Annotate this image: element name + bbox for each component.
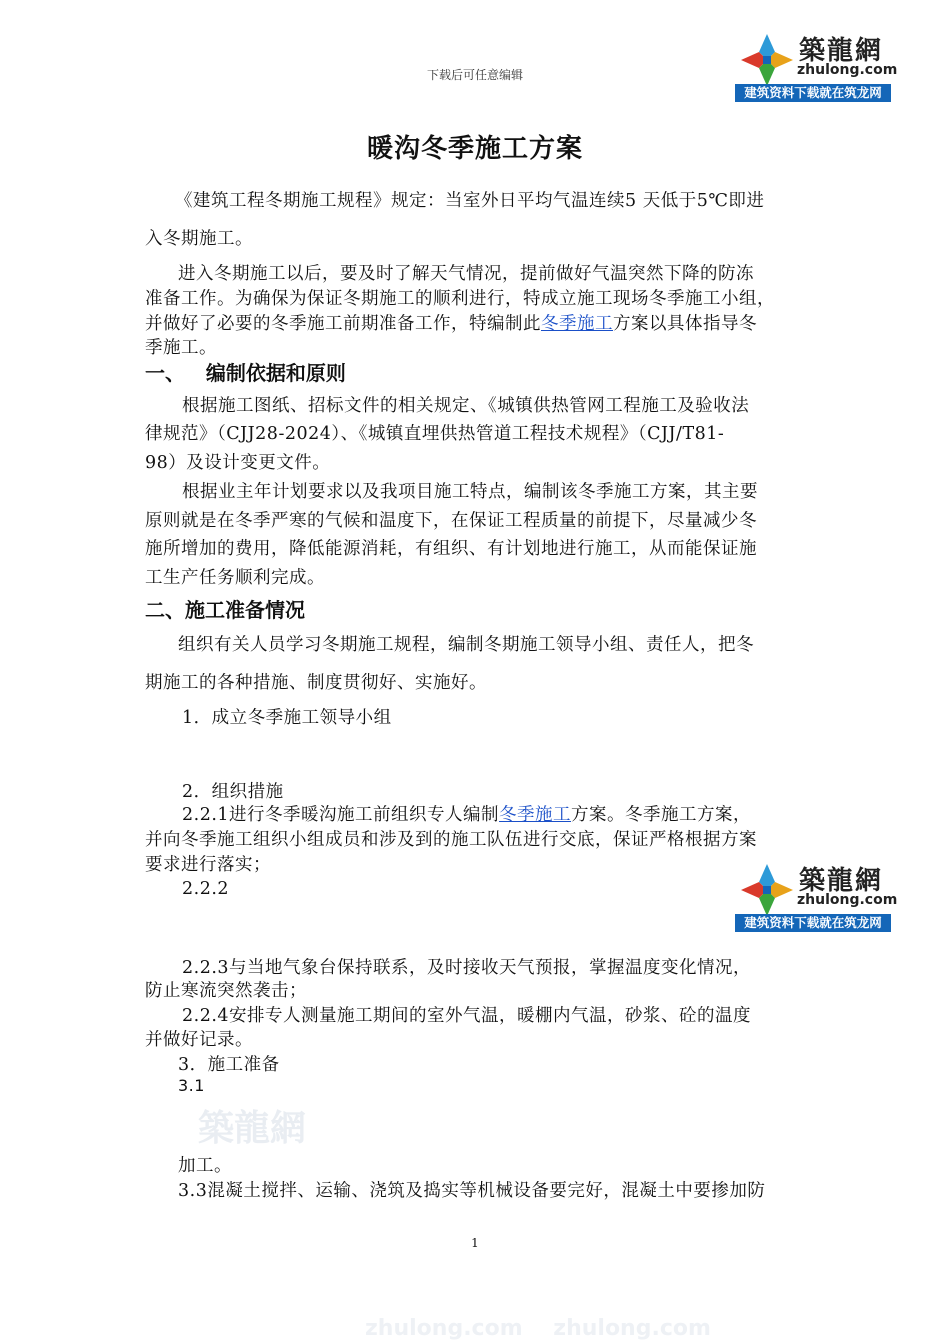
header-note: 下载后可任意编辑: [426, 68, 523, 82]
paragraph-line: 3.1: [178, 1076, 205, 1095]
paragraph-line: 2.2.4安排专人测量施工期间的室外气温，暖棚内气温，砂浆、砼的温度: [182, 1006, 752, 1026]
paragraph-line: 要求进行落实；: [145, 855, 271, 875]
paragraph-line: 2.2.3与当地气象台保持联系，及时接收天气预报，掌握温度变化情况，: [182, 958, 752, 978]
paragraph-line: [145, 310, 757, 335]
text-segment: 方案。冬季施工方案，: [571, 805, 752, 825]
paragraph-line: 3.3混凝土搅拌、运输、浇筑及捣实等机械设备要完好，混凝土中要掺加防: [178, 1181, 766, 1201]
paragraph-line: 防止寒流突然袭击；: [145, 981, 307, 1001]
paragraph-line: [182, 801, 751, 826]
zhulong-logo-icon: [739, 862, 795, 918]
section-heading-2: 二、施工准备情况: [145, 598, 305, 622]
logo-en-text: zhulong.com: [797, 62, 898, 78]
document-title: 暖沟冬季施工方案: [366, 134, 583, 164]
paragraph-line: 原则就是在冬季严寒的气候和温度下，在保证工程质量的前提下，尽量减少冬: [145, 511, 757, 531]
paragraph-line: 并做好记录。: [145, 1030, 253, 1050]
paragraph-line: 组织有关人员学习冬期施工规程，编制冬期施工领导小组、责任人，把冬: [178, 635, 754, 655]
paragraph-line: 进入冬期施工以后，要及时了解天气情况，提前做好气温突然下降的防冻: [178, 264, 754, 284]
page-number: 1: [471, 1236, 479, 1250]
paragraph-line: 入冬期施工。: [145, 229, 253, 249]
logo-banner: 建筑资料下载就在筑龙网: [735, 84, 891, 102]
paragraph-line: 施所增加的费用，降低能源消耗，有组织、有计划地进行施工，从而能保证施: [145, 539, 757, 559]
watermark-text: 築龍網: [198, 1107, 307, 1149]
zhulong-logo: [735, 28, 898, 100]
text-segment: 2.2.1进行冬季暖沟施工前组织专人编制: [182, 805, 500, 825]
paragraph-line: 并向冬季施工组织小组成员和涉及到的施工队伍进行交底，保证严格根据方案: [145, 830, 757, 850]
paragraph-line: 2.2.2: [182, 879, 230, 899]
paragraph-line: 98）及设计变更文件。: [145, 453, 331, 473]
zhulong-logo: [735, 858, 898, 930]
list-item: 3．施工准备: [178, 1055, 280, 1075]
list-item: 1．成立冬季施工领导小组: [182, 708, 392, 728]
text-segment: 并做好了必要的冬季施工前期准备工作，特编制此: [145, 314, 541, 334]
paragraph-line: 加工。: [178, 1156, 232, 1176]
watermark-text: zhulong.com zhulong.com: [365, 1316, 711, 1341]
paragraph-line: 根据业主年计划要求以及我项目施工特点，编制该冬季施工方案，其主要: [182, 482, 758, 502]
paragraph-line: 工生产任务顺利完成。: [145, 568, 325, 588]
section-heading-1: 一、 编制依据和原则: [145, 361, 346, 385]
paragraph-line: 期施工的各种措施、制度贯彻好、实施好。: [145, 673, 487, 693]
logo-banner: 建筑资料下载就在筑龙网: [735, 914, 891, 932]
paragraph-line: 准备工作。为确保为保证冬期施工的顺利进行，特成立施工现场冬季施工小组，: [145, 289, 775, 309]
paragraph-line: 季施工。: [145, 338, 217, 358]
text-segment: 方案以具体指导冬: [613, 314, 757, 334]
winter-construction-link[interactable]: 冬季施工: [499, 805, 572, 825]
zhulong-logo-icon: [739, 32, 795, 88]
logo-en-text: zhulong.com: [797, 892, 898, 908]
logo-cn-text: 築龍網: [799, 866, 884, 896]
paragraph-line: 律规范》（CJJ28-2024）、《城镇直埋供热管道工程技术规程》（CJJ/T81-: [145, 424, 725, 444]
paragraph-line: 根据施工图纸、招标文件的相关规定、《城镇供热管网工程施工及验收法: [182, 396, 750, 416]
logo-cn-text: 築龍網: [799, 36, 884, 66]
list-item: 2．组织措施: [182, 782, 284, 802]
winter-construction-link[interactable]: 冬季施工: [541, 314, 613, 334]
paragraph-line: 《建筑工程冬期施工规程》规定：当室外日平均气温连续5 天低于5℃即进: [175, 191, 765, 211]
